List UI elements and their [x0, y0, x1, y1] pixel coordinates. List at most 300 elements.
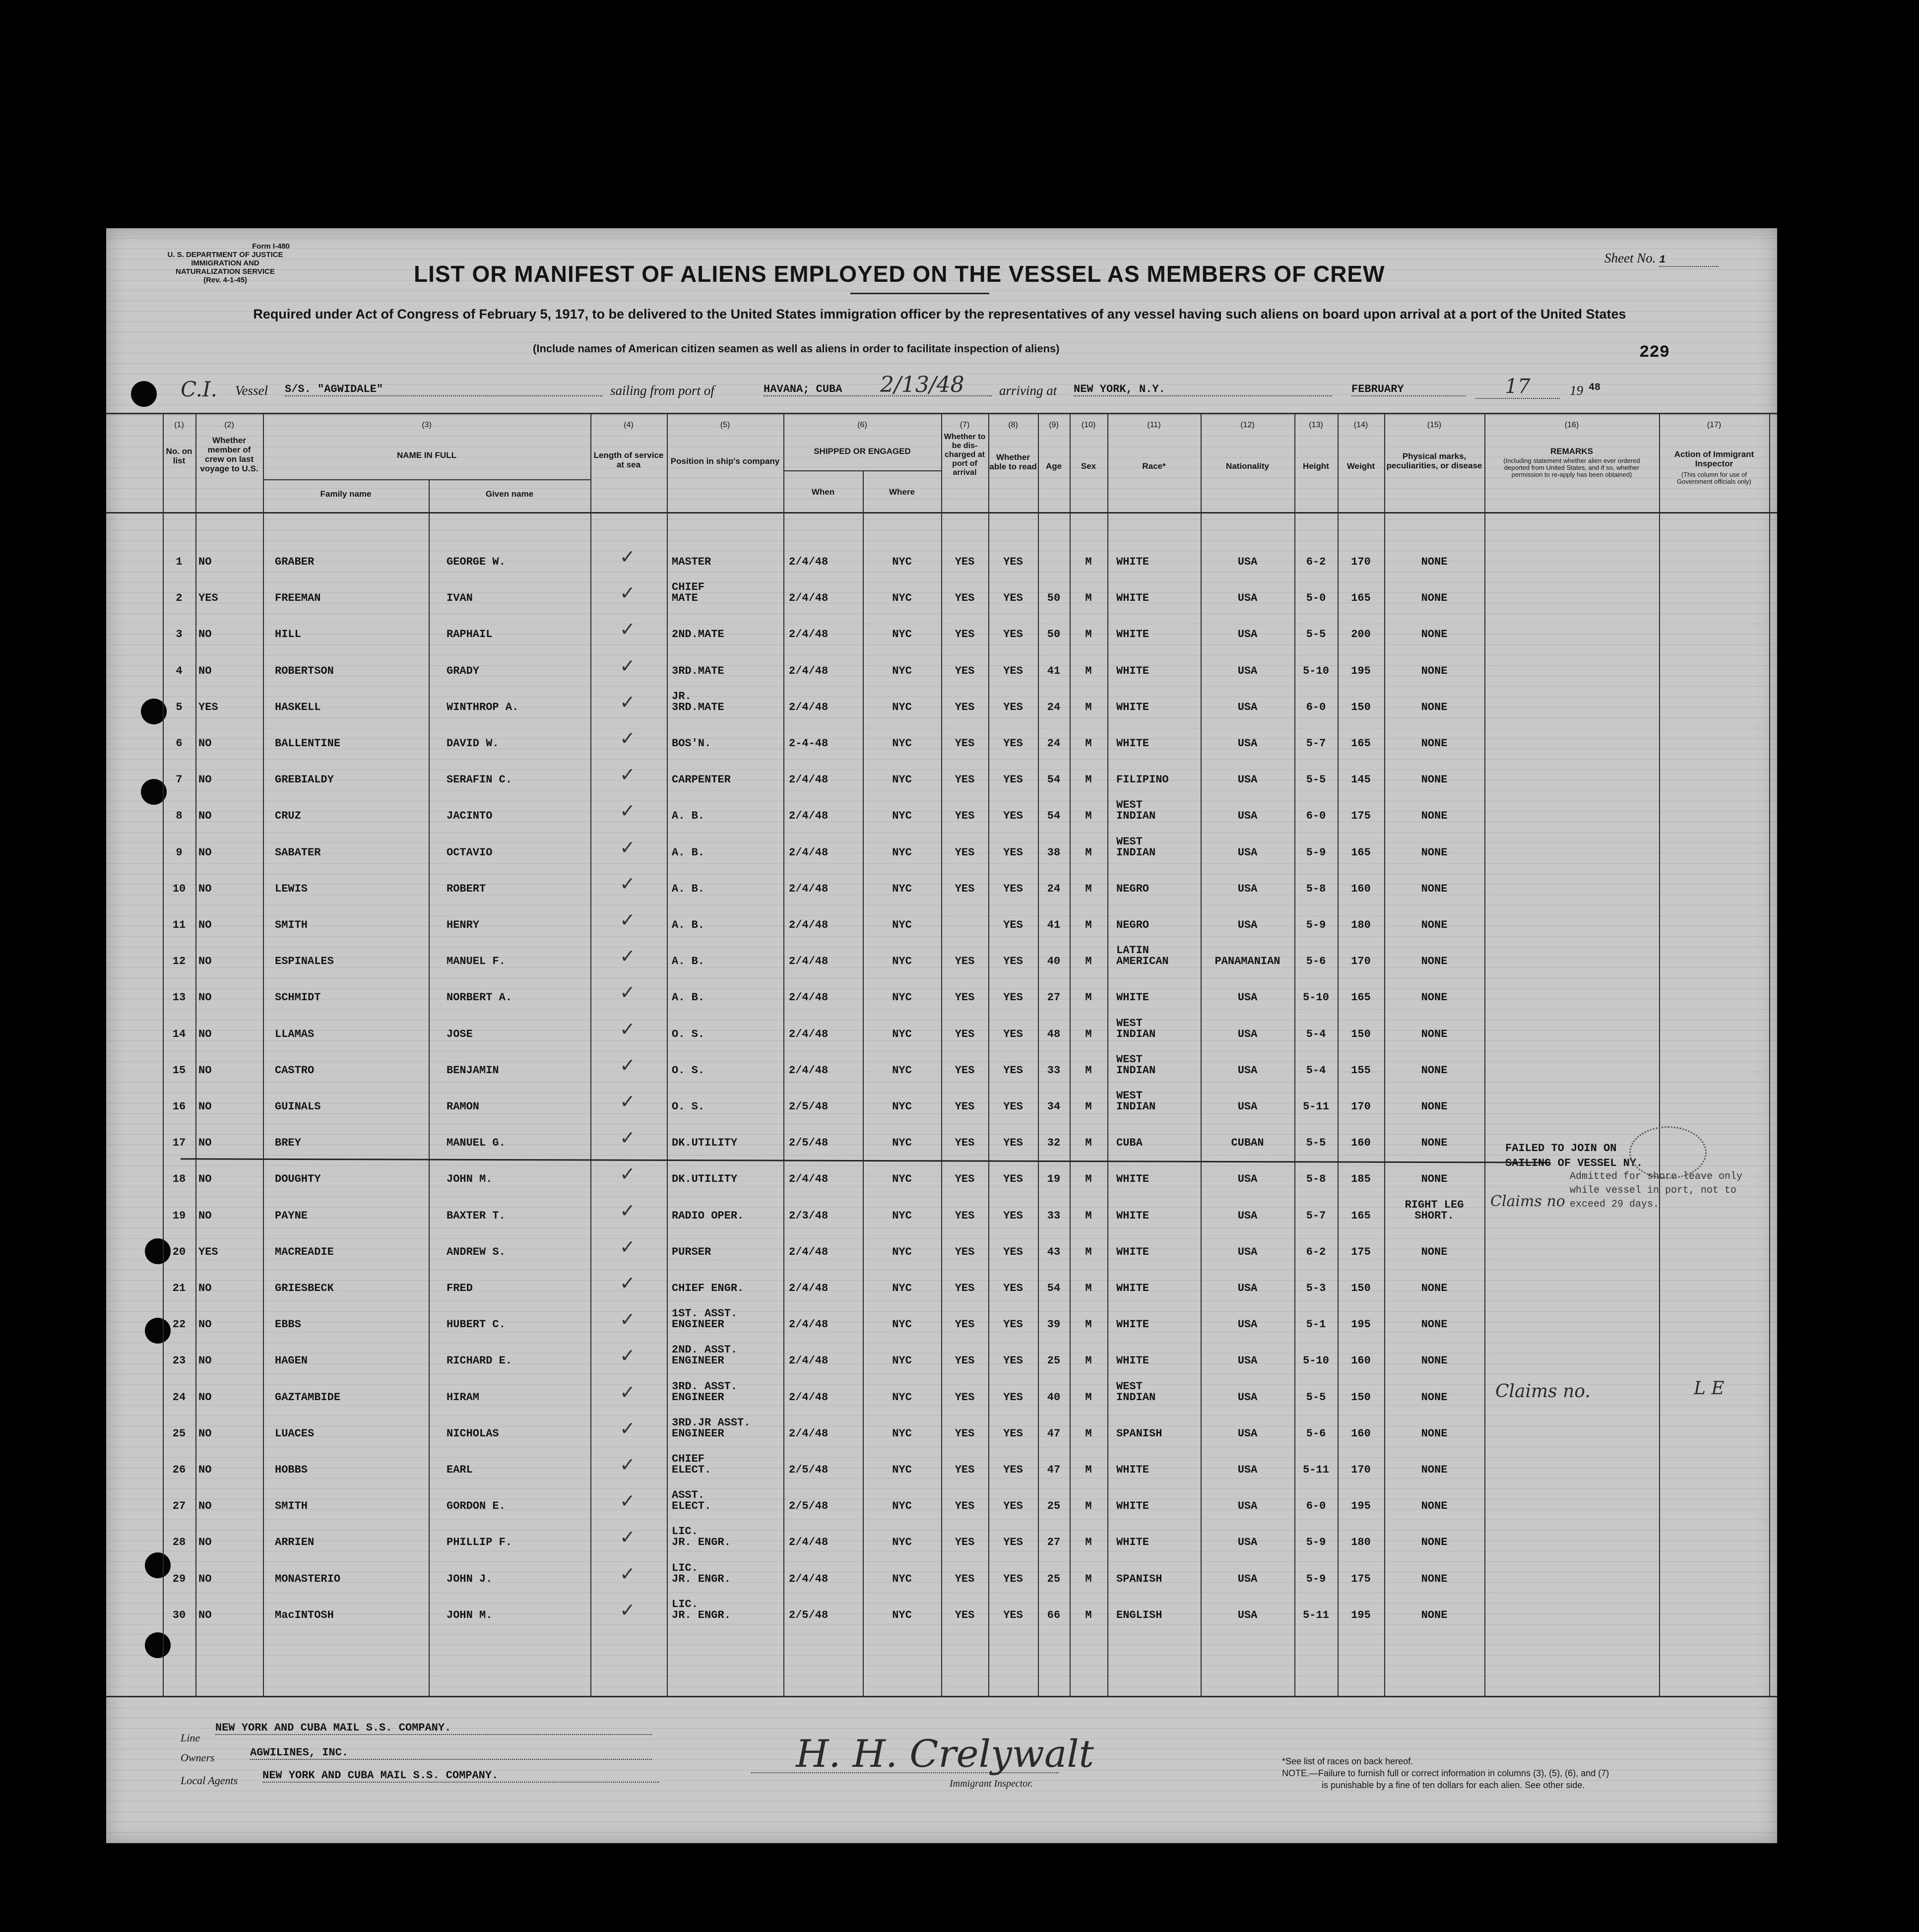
strike-through-line: [181, 1158, 1550, 1163]
position-cell: BOS'N.: [672, 737, 711, 750]
position-cell: ASST.: [672, 1489, 705, 1502]
physical-marks-cell: SHORT.: [1414, 1209, 1454, 1222]
shipped-when-cell: 2/5/48: [789, 1137, 829, 1150]
given-name-cell: HUBERT C.: [447, 1318, 506, 1331]
age-cell: 24: [1047, 737, 1061, 750]
checkmark-icon: ✓: [620, 618, 636, 641]
position-cell: 3RD. ASST.: [672, 1380, 738, 1393]
col-divider: [667, 413, 668, 1697]
shipped-when-cell: 2/4/48: [789, 1427, 829, 1440]
height-cell: 5-5: [1306, 773, 1326, 786]
header-age: Age: [1045, 461, 1062, 471]
header-shipped: SHIPPED OR ENGAGED: [814, 447, 911, 456]
family-name-cell: ROBERTSON: [275, 664, 334, 677]
col-divider: [1484, 413, 1485, 1697]
race-cell: WHITE: [1116, 701, 1150, 713]
physical-marks-cell: NONE: [1421, 1173, 1448, 1186]
height-cell: 5-10: [1303, 1354, 1329, 1367]
note-label: NOTE.: [1282, 1768, 1310, 1778]
race-cell: WEST: [1116, 1017, 1143, 1030]
height-cell: 5-4: [1306, 1064, 1326, 1077]
col-num: (12): [1240, 421, 1255, 429]
row-number-cell: 26: [172, 1464, 186, 1476]
position-cell: CHIEF: [672, 581, 705, 594]
able-to-read-cell: YES: [1003, 1427, 1023, 1440]
age-cell: 47: [1047, 1464, 1061, 1476]
age-cell: 40: [1047, 1391, 1061, 1404]
sex-cell: M: [1085, 1500, 1092, 1513]
position-cell: 3RD.JR ASST.: [672, 1416, 751, 1429]
position-cell: 3RD.MATE: [672, 664, 724, 677]
nationality-cell: USA: [1237, 1536, 1258, 1549]
family-name-cell: SMITH: [275, 919, 308, 931]
position-cell: ENGINEER: [672, 1427, 724, 1440]
previous-voyage-cell: NO: [198, 1282, 212, 1294]
weight-cell: 160: [1351, 882, 1371, 895]
shipped-where-cell: NYC: [892, 1245, 912, 1258]
able-to-read-cell: YES: [1003, 1173, 1023, 1186]
discharged-cell: YES: [955, 1391, 975, 1404]
able-to-read-cell: YES: [1003, 846, 1023, 859]
header-when: When: [811, 487, 835, 497]
discharged-cell: YES: [955, 664, 975, 677]
able-to-read-cell: YES: [1003, 664, 1023, 677]
given-name-cell: JACINTO: [447, 810, 493, 823]
given-name-cell: OCTAVIO: [447, 846, 493, 859]
shipped-where-cell: NYC: [892, 1282, 912, 1294]
nationality-cell: USA: [1237, 1028, 1258, 1040]
discharged-cell: YES: [955, 1318, 975, 1331]
race-cell: WEST: [1116, 1380, 1143, 1393]
col-divider: [863, 470, 864, 1697]
discharged-cell: YES: [955, 1137, 975, 1150]
shipped-when-cell: 2-4-48: [789, 737, 829, 750]
age-cell: 50: [1047, 592, 1061, 605]
physical-marks-cell: NONE: [1421, 664, 1448, 677]
checkmark-icon: ✓: [620, 1454, 636, 1476]
discharged-cell: YES: [955, 1500, 975, 1513]
height-cell: 5-0: [1306, 592, 1326, 605]
previous-voyage-cell: NO: [198, 1536, 212, 1549]
shipped-when-cell: 2/5/48: [789, 1100, 829, 1113]
discharged-cell: YES: [955, 882, 975, 895]
shipped-when-cell: 2/4/48: [789, 991, 829, 1004]
weight-cell: 170: [1351, 1464, 1371, 1476]
shipped-when-cell: 2/4/48: [789, 592, 829, 605]
shipped-where-cell: NYC: [892, 1209, 912, 1222]
weight-cell: 150: [1351, 1282, 1371, 1294]
col-num: (11): [1147, 421, 1161, 429]
nationality-cell: USA: [1237, 592, 1258, 605]
age-cell: 27: [1047, 991, 1061, 1004]
race-cell: WHITE: [1116, 1536, 1150, 1549]
position-cell: JR.: [672, 690, 692, 703]
discharged-cell: YES: [955, 1064, 975, 1077]
physical-marks-cell: NONE: [1421, 919, 1448, 931]
height-cell: 5-1: [1306, 1318, 1326, 1331]
row-number-cell: 20: [172, 1245, 186, 1258]
shipped-when-cell: 2/4/48: [789, 1318, 829, 1331]
vessel-name: S/S. "AGWIDALE": [285, 383, 602, 396]
race-cell: INDIAN: [1116, 1028, 1156, 1040]
race-cell: LATIN: [1116, 944, 1150, 957]
able-to-read-cell: YES: [1003, 556, 1023, 568]
nationality-cell: USA: [1237, 1318, 1258, 1331]
shipped-when-cell: 2/4/48: [789, 628, 829, 641]
height-cell: 6-2: [1306, 1245, 1326, 1258]
shipped-when-cell: 2/4/48: [789, 1173, 829, 1186]
checkmark-icon: ✓: [620, 764, 636, 786]
shipped-when-cell: 2/4/48: [789, 955, 829, 968]
header-remarks: REMARKS: [1550, 447, 1593, 456]
inspector-signature: H. H. Crelywalt: [796, 1732, 1094, 1776]
discharged-cell: YES: [955, 1354, 975, 1367]
height-cell: 5-9: [1306, 919, 1326, 931]
header-length-service: Length of service at sea: [593, 451, 664, 469]
previous-voyage-cell: NO: [198, 919, 212, 931]
family-name-cell: SMITH: [275, 1500, 308, 1513]
discharged-cell: YES: [955, 1572, 975, 1585]
previous-voyage-cell: NO: [198, 955, 212, 968]
able-to-read-cell: YES: [1003, 737, 1023, 750]
given-name-cell: BENJAMIN: [447, 1064, 499, 1077]
previous-voyage-cell: NO: [198, 737, 212, 750]
previous-voyage-cell: NO: [198, 1318, 212, 1331]
weight-cell: 160: [1351, 1137, 1371, 1150]
header-family-name: Family name: [320, 489, 372, 499]
discharged-cell: YES: [955, 1028, 975, 1040]
checkmark-icon: ✓: [620, 1599, 636, 1621]
sex-cell: M: [1085, 1173, 1092, 1186]
race-cell: INDIAN: [1116, 1100, 1156, 1113]
nationality-cell: USA: [1237, 737, 1258, 750]
col-num: (9): [1049, 421, 1059, 429]
note-text: —Failure to furnish full or correct information in columns (3), (5), (6), and (7): [1309, 1768, 1609, 1778]
nationality-cell: USA: [1237, 1064, 1258, 1077]
physical-marks-cell: NONE: [1421, 1100, 1448, 1113]
header-nationality: Nationality: [1226, 461, 1269, 471]
able-to-read-cell: YES: [1003, 882, 1023, 895]
age-cell: 54: [1047, 773, 1061, 786]
col-num: (17): [1707, 421, 1722, 429]
family-name-cell: ESPINALES: [275, 955, 334, 968]
height-cell: 5-7: [1306, 1209, 1326, 1222]
race-cell: NEGRO: [1116, 919, 1150, 931]
sex-cell: M: [1085, 1064, 1092, 1077]
position-cell: ELECT.: [672, 1500, 711, 1513]
checkmark-icon: ✓: [620, 1345, 636, 1367]
physical-marks-cell: NONE: [1421, 1064, 1448, 1077]
previous-voyage-cell: NO: [198, 556, 212, 568]
previous-voyage-cell: YES: [198, 701, 218, 713]
col-num: (1): [174, 421, 184, 429]
nationality-cell: USA: [1237, 1209, 1258, 1222]
given-name-cell: JOSE: [447, 1028, 473, 1040]
previous-voyage-cell: NO: [198, 1137, 212, 1150]
checkmark-icon: ✓: [620, 800, 636, 822]
race-cell: WHITE: [1116, 556, 1150, 568]
physical-marks-cell: NONE: [1421, 592, 1448, 605]
previous-voyage-cell: NO: [198, 1391, 212, 1404]
race-cell: INDIAN: [1116, 846, 1156, 859]
age-cell: 25: [1047, 1500, 1061, 1513]
line-value: NEW YORK AND CUBA MAIL S.S. COMPANY.: [215, 1722, 652, 1735]
shipped-where-cell: NYC: [892, 1572, 912, 1585]
row-number-cell: 8: [176, 810, 183, 823]
family-name-cell: MONASTERIO: [275, 1572, 341, 1585]
race-cell: INDIAN: [1116, 810, 1156, 823]
form-dept: U. S. DEPARTMENT OF JUSTICE: [167, 251, 283, 259]
physical-marks-cell: NONE: [1421, 1572, 1448, 1585]
position-cell: CHIEF: [672, 1453, 705, 1465]
able-to-read-cell: YES: [1003, 1536, 1023, 1549]
checkmark-icon: ✓: [620, 1235, 636, 1258]
race-cell: WHITE: [1116, 592, 1150, 605]
age-cell: 50: [1047, 628, 1061, 641]
weight-cell: 150: [1351, 701, 1371, 713]
row-number-cell: 30: [172, 1609, 186, 1621]
col-num: (2): [224, 421, 234, 429]
position-cell: 3RD.MATE: [672, 701, 724, 713]
shipped-where-cell: NYC: [892, 882, 912, 895]
given-name-cell: JOHN M.: [447, 1609, 493, 1621]
stamp-shore-leave-3: exceed 29 days.: [1570, 1199, 1660, 1210]
sex-cell: M: [1085, 1464, 1092, 1476]
position-cell: RADIO OPER.: [672, 1209, 744, 1222]
punch-hole: [131, 381, 157, 407]
col-num: (5): [720, 421, 730, 429]
stamp-shore-leave-1: Admitted for shore leave only: [1570, 1171, 1743, 1182]
previous-voyage-cell: NO: [198, 664, 212, 677]
header-no-on-list: No. on list: [166, 447, 192, 465]
physical-marks-cell: NONE: [1421, 1536, 1448, 1549]
family-name-cell: LEWIS: [275, 882, 308, 895]
able-to-read-cell: YES: [1003, 1391, 1023, 1404]
position-cell: CHIEF ENGR.: [672, 1282, 744, 1294]
able-to-read-cell: YES: [1003, 1028, 1023, 1040]
row-number-cell: 19: [172, 1209, 186, 1222]
sex-cell: M: [1085, 1028, 1092, 1040]
subtitle: Required under Act of Congress of February 5, 1917, to be delivered to the United States immigration officer by the representatives of any vessel having such aliens on board upon arrival at a port of the United States: [253, 307, 1626, 322]
sex-cell: M: [1085, 1318, 1092, 1331]
row-number-cell: 27: [172, 1500, 186, 1513]
sex-cell: M: [1085, 1354, 1092, 1367]
family-name-cell: PAYNE: [275, 1209, 308, 1222]
family-name-cell: LUACES: [275, 1427, 315, 1440]
family-name-cell: GUINALS: [275, 1100, 321, 1113]
stamp-number: 229: [1639, 343, 1670, 362]
col-num: (10): [1081, 421, 1096, 429]
sex-cell: M: [1085, 919, 1092, 931]
shipped-where-cell: NYC: [892, 955, 912, 968]
sailing-date: 2/13/48: [880, 372, 964, 397]
row-number-cell: 16: [172, 1100, 186, 1113]
given-name-cell: HIRAM: [447, 1391, 480, 1404]
position-cell: 2ND.MATE: [672, 628, 724, 641]
nationality-cell: USA: [1237, 991, 1258, 1004]
position-cell: ENGINEER: [672, 1318, 724, 1331]
physical-marks-cell: NONE: [1421, 1354, 1448, 1367]
physical-marks-cell: NONE: [1421, 1282, 1448, 1294]
given-name-cell: SERAFIN C.: [447, 773, 512, 786]
weight-cell: 185: [1351, 1173, 1371, 1186]
physical-marks-cell: NONE: [1421, 1427, 1448, 1440]
physical-marks-cell: NONE: [1421, 701, 1448, 713]
owners-value: AGWILINES, INC.: [250, 1746, 652, 1760]
sex-cell: M: [1085, 701, 1092, 713]
height-cell: 5-11: [1303, 1100, 1329, 1113]
nationality-cell: USA: [1237, 1282, 1258, 1294]
physical-marks-cell: NONE: [1421, 1245, 1448, 1258]
sex-cell: M: [1085, 1209, 1092, 1222]
arrival-day: 17: [1475, 375, 1560, 399]
row-number-cell: 12: [172, 955, 186, 968]
family-name-cell: MACREADIE: [275, 1245, 334, 1258]
position-cell: ELECT.: [672, 1464, 711, 1476]
shipped-where-cell: NYC: [892, 1391, 912, 1404]
weight-cell: 165: [1351, 846, 1371, 859]
able-to-read-cell: YES: [1003, 1064, 1023, 1077]
sex-cell: M: [1085, 1282, 1092, 1294]
header-sex: Sex: [1081, 461, 1096, 471]
discharged-cell: YES: [955, 1464, 975, 1476]
height-cell: 5-11: [1303, 1609, 1329, 1621]
height-cell: 5-7: [1306, 737, 1326, 750]
punch-hole: [145, 1632, 171, 1658]
position-cell: 1ST. ASST.: [672, 1307, 738, 1320]
shipped-where-cell: NYC: [892, 1427, 912, 1440]
form-rev: (Rev. 4-1-45): [203, 276, 248, 284]
previous-voyage-cell: NO: [198, 810, 212, 823]
age-cell: 33: [1047, 1209, 1061, 1222]
handwritten-claims-no-12: Claims no: [1490, 1193, 1565, 1210]
header-weight: Weight: [1346, 461, 1375, 471]
nationality-cell: USA: [1237, 1391, 1258, 1404]
position-cell: A. B.: [672, 846, 705, 859]
position-cell: CARPENTER: [672, 773, 731, 786]
col-divider: [1769, 413, 1770, 1697]
shipped-when-cell: 2/4/48: [789, 919, 829, 931]
able-to-read-cell: YES: [1003, 592, 1023, 605]
row-number-cell: 22: [172, 1318, 186, 1331]
position-cell: LIC.: [672, 1561, 698, 1574]
height-cell: 5-4: [1306, 1028, 1326, 1040]
weight-cell: 170: [1351, 955, 1371, 968]
position-cell: ENGINEER: [672, 1354, 724, 1367]
shipped-where-cell: NYC: [892, 1137, 912, 1150]
weight-cell: 155: [1351, 1064, 1371, 1077]
discharged-cell: YES: [955, 955, 975, 968]
age-cell: 43: [1047, 1245, 1061, 1258]
checkmark-icon: ✓: [620, 1308, 636, 1331]
sex-cell: M: [1085, 1100, 1092, 1113]
able-to-read-cell: YES: [1003, 1354, 1023, 1367]
checkmark-icon: ✓: [620, 1054, 636, 1076]
row-number-cell: 4: [176, 664, 183, 677]
given-name-cell: HENRY: [447, 919, 480, 931]
checkmark-icon: ✓: [620, 981, 636, 1004]
shipped-when-cell: 2/4/48: [789, 1282, 829, 1294]
position-cell: A. B.: [672, 919, 705, 931]
previous-voyage-cell: NO: [198, 1100, 212, 1113]
physical-marks-cell: NONE: [1421, 882, 1448, 895]
header-discharged: Whether to be dis-charged at port of arrival: [944, 433, 986, 477]
shipped-where-cell: NYC: [892, 773, 912, 786]
position-cell: PURSER: [672, 1245, 711, 1258]
line-label: Line: [181, 1732, 200, 1744]
discharged-cell: YES: [955, 1427, 975, 1440]
age-cell: 47: [1047, 1427, 1061, 1440]
given-name-cell: NICHOLAS: [447, 1427, 499, 1440]
previous-voyage-cell: NO: [198, 1572, 212, 1585]
checkmark-icon: ✓: [620, 1490, 636, 1512]
age-cell: 40: [1047, 955, 1061, 968]
year-suffix: 48: [1589, 382, 1601, 393]
row-number-cell: 2: [176, 592, 183, 605]
age-cell: 39: [1047, 1318, 1061, 1331]
checkmark-icon: ✓: [620, 1163, 636, 1185]
race-cell: WHITE: [1116, 1464, 1150, 1476]
age-cell: 38: [1047, 846, 1061, 859]
header-action: Action of Immigrant Inspector: [1674, 450, 1754, 468]
weight-cell: 165: [1351, 1209, 1371, 1222]
remark-sailing-of-vessel: SAILING OF VESSEL NY.: [1505, 1157, 1643, 1169]
shipped-when-cell: 2/4/48: [789, 556, 829, 568]
family-name-cell: SCHMIDT: [275, 991, 321, 1004]
checkmark-icon: ✓: [620, 1381, 636, 1403]
header-previous-voyage: Whether member of crew on last voyage to U.S.: [200, 436, 258, 473]
position-cell: O. S.: [672, 1100, 705, 1113]
family-name-cell: CASTRO: [275, 1064, 315, 1077]
nationality-cell: USA: [1237, 1500, 1258, 1513]
nationality-cell: PANAMANIAN: [1215, 955, 1280, 968]
shipped-where-cell: NYC: [892, 737, 912, 750]
manifest-sheet: [106, 228, 1777, 1843]
weight-cell: 175: [1351, 1245, 1371, 1258]
shipped-where-cell: NYC: [892, 592, 912, 605]
position-cell: ENGINEER: [672, 1391, 724, 1404]
position-cell: A. B.: [672, 882, 705, 895]
row-number-cell: 25: [172, 1427, 186, 1440]
shipped-when-cell: 2/4/48: [789, 1245, 829, 1258]
race-cell: WEST: [1116, 835, 1143, 848]
discharged-cell: YES: [955, 991, 975, 1004]
col-divider: [429, 479, 430, 1697]
sheet-label: Sheet No.: [1604, 251, 1656, 265]
race-cell: WHITE: [1116, 1500, 1150, 1513]
page-title: LIST OR MANIFEST OF ALIENS EMPLOYED ON THE VESSEL AS MEMBERS OF CREW: [414, 261, 1385, 287]
race-cell: WHITE: [1116, 1245, 1150, 1258]
given-name-cell: GEORGE W.: [447, 556, 506, 568]
sex-cell: M: [1085, 846, 1092, 859]
able-to-read-cell: YES: [1003, 919, 1023, 931]
shipped-where-cell: NYC: [892, 1064, 912, 1077]
physical-marks-cell: NONE: [1421, 1500, 1448, 1513]
weight-cell: 170: [1351, 556, 1371, 568]
family-name-cell: GRABER: [275, 556, 315, 568]
physical-marks-cell: RIGHT LEG: [1405, 1198, 1464, 1211]
shipped-where-cell: NYC: [892, 1173, 912, 1186]
position-cell: O. S.: [672, 1064, 705, 1077]
discharged-cell: YES: [955, 773, 975, 786]
action-initials: L E: [1694, 1378, 1725, 1399]
position-cell: JR. ENGR.: [672, 1609, 731, 1621]
physical-marks-cell: NONE: [1421, 846, 1448, 859]
col-num: (4): [624, 421, 634, 429]
shipped-when-cell: 2/4/48: [789, 1391, 829, 1404]
col-divider: [1659, 413, 1660, 1697]
checkmark-icon: ✓: [620, 654, 636, 677]
